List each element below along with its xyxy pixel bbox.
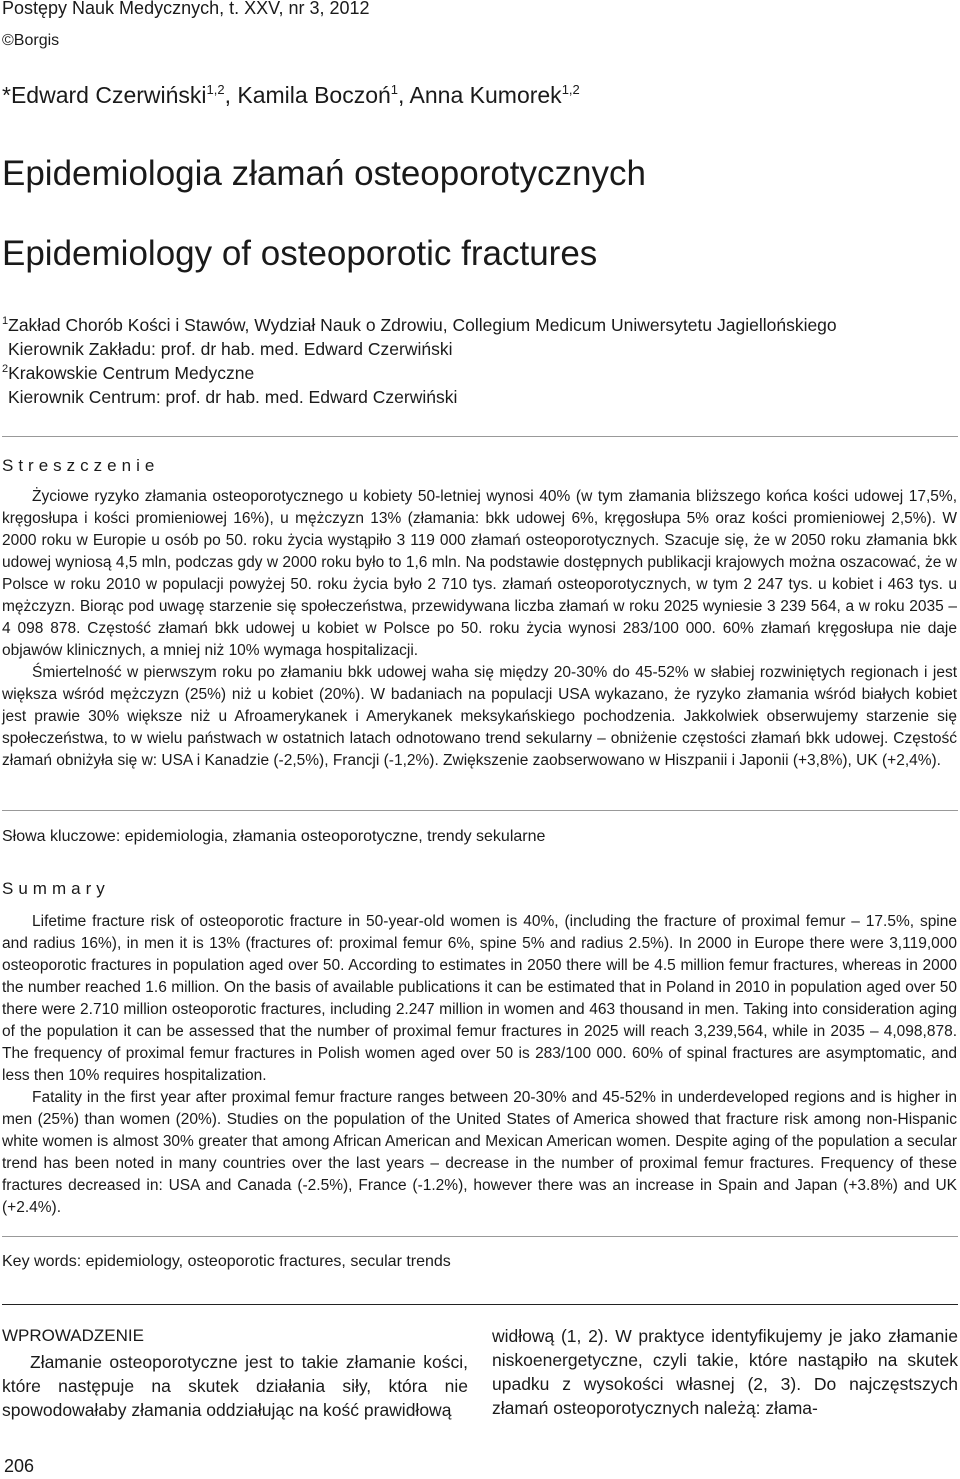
summary-heading: Summary xyxy=(2,879,110,898)
streszczenie-paragraph-1: Życiowe ryzyko złamania osteoporotycznego u kobiety 50-letniej wynosi 40% (w tym złamania bliższego końca kości udowej 17,5%, kręgosłupa i kości promieniowej 16%), u mężczyzn 13% (złamania: bkk udowej 6%, kręgosłupa 5% oraz kości promieniowej 2,5%). W 2000 roku w Europie u osób po 50. roku życia wystąpiło 3 119 000 złamań osteoporotycznych. Szacuje się, że w 2050 roku złamania bkk udowej wyniosą 4,5 mln, podczas gdy w 2000 roku było to 1,6 mln. Na podstawie dostępnych publikacji krajowych można oszacować, że w Polsce w roku 2010 w populacji powyżej 50. roku życia było 2 710 tys. złamań osteoporotycznych, w tym 2 247 tys. u kobiet i 463 tys. u mężczyzn. Biorąc pod uwagę starzenie się społeczeństwa, przewidywana liczba złamań w roku 2025 wyniesie 3 239 564, a w roku 2035 – 4 098 878. Częstość złamań bkk udowej u kobiet w Polsce po 50. roku życia wynosi 283/100 000. 60% złamań kręgosłupa nie daje objawów klinicznych, a mniej niż 10% wymaga hospitalizacji. xyxy=(2,488,957,659)
author-list: *Edward Czerwiński$^{1,2}$, Kamila Boczoń$^1$, Anna Kumorek$^{1,2}$ xyxy=(2,82,580,108)
streszczenie-paragraph-2: Śmiertelność w pierwszym roku po złamaniu bkk udowej waha się między 20-30% do 45-52% w słabiej rozwiniętych regionach i jest większa wśród mężczyzn (25%) niż u kobiet (20%). W badaniach na populacji USA wykazano, że ryzyko złamania wśród białych kobiet jest prawie 30% większe niż u Afroamerykanek i Amerykanek meksykańskiego pochodzenia. Jakkolwiek obserwujemy starzenie się społeczeństwa, to w wielu państwach w ostatnich latach odnotowano trend sekularny – obniżenie częstości złamań bkk udowej. Częstość złamań obniżyła się w: USA i Kanadzie (-2,5%), Francji (-1,2%). Zwiększenie zaobserwowano w Hiszpanii i Japonii (+3,8%), UK (+2,4%). xyxy=(2,664,957,769)
divider xyxy=(2,1236,958,1237)
article-title-polish: Epidemiologia złamań osteoporotycznych xyxy=(2,154,646,193)
author-affiliation-ref: 1,2 xyxy=(561,82,580,97)
affiliation-1-head: Kierownik Zakładu: prof. dr hab. med. Edward Czerwiński xyxy=(8,339,453,359)
summary-body xyxy=(2,911,957,1219)
affiliation-2-head: Kierownik Centrum: prof. dr hab. med. Edward Czerwiński xyxy=(8,387,458,407)
affiliations xyxy=(2,313,960,409)
affiliation-2: $^2$Krakowskie Centrum Medyczne xyxy=(2,363,255,383)
intro-paragraph-start: Złamanie osteoporotyczne jest to takie złamanie kości, które następuje na skutek działania siły, która nie spowodowałaby złamania oddziałując na kość prawidłową xyxy=(2,1352,468,1420)
streszczenie-body xyxy=(2,486,957,772)
keywords-polish: Słowa kluczowe: epidemiologia, złamania osteoporotyczne, trendy sekularne xyxy=(2,828,546,845)
affiliation-1: $^1$Zakład Chorób Kości i Stawów, Wydział Nauk o Zdrowiu, Collegium Medicum Uniwersytetu Jagiellońskiego xyxy=(2,315,837,335)
article-title-english: Epidemiology of osteoporotic fractures xyxy=(2,234,598,273)
intro-column-2 xyxy=(492,1324,958,1420)
divider xyxy=(2,1304,958,1305)
divider xyxy=(2,810,958,811)
summary-paragraph-2: Fatality in the first year after proximal femur fracture ranges between 20-30% and 45-52% in underdeveloped regions and is higher in men (25%) than women (20%). Studies on the population of the United States of America showed that fracture risk among non-Hispanic white women is almost 30% greater that among African American and Mexican American women. Despite aging of the population a secular trend has been noted in many countries over the last years – decrease in the number of proximal femur fractures. Frequency of these fractures decreased in: USA and Canada (-2.5%), France (-1.2%), however there was an increase in Spain and Japan (+3.8%) and UK (+2.4%). xyxy=(2,1089,957,1216)
streszczenie-heading: Streszczenie xyxy=(2,456,160,475)
keywords-english: Key words: epidemiology, osteoporotic fractures, secular trends xyxy=(2,1253,451,1270)
author-affiliation-ref: 1 xyxy=(390,82,399,97)
summary-paragraph-1: Lifetime fracture risk of osteoporotic fracture in 50-year-old women is 40%, (including the fracture of proximal femur – 17.5%, spine and radius 16%), in men it is 13% (fractures of: proximal femur 6%, spine 5% and radius 2.5%). In 2000 in Europe there were 3,119,000 osteoporotic fractures in population aged over 50. According to estimates in 2050 there will be 4.5 million femur fractures, whereas in 2000 the number reached 1.6 million. On the basis of available publications it can be estimated that in Poland in 2010 in population aged over 50 there were 2.710 million osteoporotic fractures, including 2.247 million in women and 463 thousand in men. Taking into consideration aging of the population it can be assessed that the number of proximal femur fractures in 2025 will reach 3,239,564, while in 2035 – 4,098,878. The frequency of proximal femur fractures in Polish women aged over 50 is 283/100 000. 60% of spinal fractures are asymptomatic, and less then 10% requires hospitalization. xyxy=(2,913,957,1084)
author-name: Edward Czerwiński xyxy=(10,82,207,108)
author-affiliation-ref: 1,2 xyxy=(206,82,225,97)
intro-heading: WPROWADZENIE xyxy=(2,1326,144,1345)
journal-citation: Postępy Nauk Medycznych, t. XXV, nr 3, 2012 xyxy=(2,0,370,18)
author-prefix: * xyxy=(2,82,11,108)
author-name: Kamila Boczoń xyxy=(237,82,391,108)
divider xyxy=(2,436,958,437)
copyright-notice: ©Borgis xyxy=(2,32,60,49)
intro-column-1 xyxy=(2,1350,468,1422)
intro-paragraph-continued: widłową (1, 2). W praktyce identyfikujemy je jako złamanie niskoenergetyczne, czyli takie, które nastąpiło na skutek upadku z wysokości własnej (2, 3). Do najczęstszych złamań osteoporotycznych należą: złama- xyxy=(492,1326,958,1418)
author-name: Anna Kumorek xyxy=(409,82,562,108)
page-number: 206 xyxy=(4,1456,35,1476)
